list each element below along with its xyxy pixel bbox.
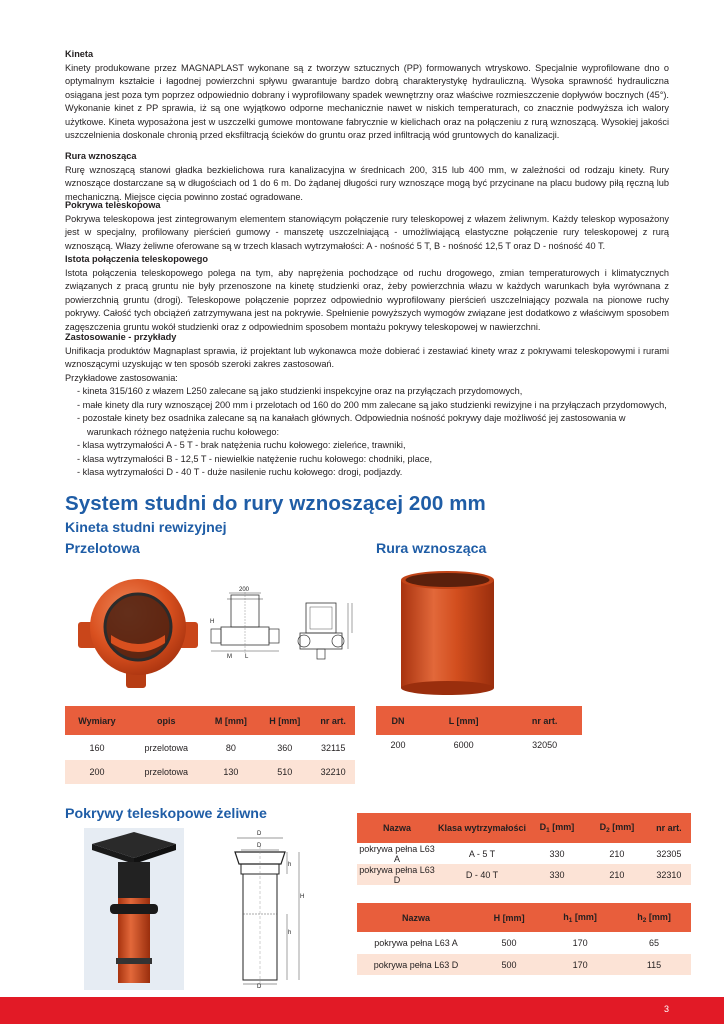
pokrywy-title: Pokrywy teleskopowe żeliwne xyxy=(65,806,267,822)
przelotowa-title: Przelotowa xyxy=(65,541,140,557)
table-cell: 32050 xyxy=(532,740,558,750)
rura-section xyxy=(65,150,669,204)
dimension-label: H xyxy=(300,894,305,900)
dimension-label: M xyxy=(227,654,232,660)
section-title: System studni do rury wznoszącej 200 mm xyxy=(65,492,486,515)
table-cell: 160 xyxy=(89,742,105,753)
kineta-text: Kinety produkowane przez MAGNAPLAST wykonane są z tworzyw sztucznych (PP) formowanych wtryskowo. Specjalnie wyprofilowane dno o optymalnym kształcie i łagodnej powierzchni spływu gwarantuje bardzo dobrą charakterystykę hydrauliczną. Wysoka sprawność hydraulicznа osiągana jest poza tym poprzez odpowiednio dobrany i wyprofilowany spadek wewnętrzny oraz właściwe rozmieszczenie dopływów bocznych (45°). Wykonanie kinet z PP sprawia, iż są one wyjątkowo odporne mechanicznie nawet w niskich temperaturach, co znacznie podwyższa ich walory użytkowe. Kineta wyposażona jest w uszczelki gumowe montowane fabrycznie w kielichach oraz na połączeniu z rurą wznoszącą. Wysokiej jakości uszczelnienia doskonale chronią przed eksfiltracją ścieków do gruntu oraz przed infiltracją wód gruntowych do kanalizacji. xyxy=(65,62,669,140)
list-item: - pozostałe kinety bez osadnika zalecane są na kanałach głównych. Odpowiednia nośność pokrywy daje możliwość jej zastosowania w warunkach różnego natężenia ruchu kołowego: xyxy=(77,413,626,437)
kineta-drawing-side xyxy=(290,597,365,662)
table-row xyxy=(357,843,691,864)
table-cell: przelotowa xyxy=(129,760,204,784)
rura-title: Rura wznosząca xyxy=(376,541,487,557)
header-unit: [mm] xyxy=(648,911,671,922)
list-item: - kineta 315/160 z włazem L250 zalecane są jako studzienki inspekcyjne oraz na przyłączach przydomowych, xyxy=(77,386,523,396)
table-cell: pokrywa pełna L63 D xyxy=(357,954,475,975)
table-header: DN xyxy=(376,706,420,735)
table-cell: 330 xyxy=(527,864,587,885)
examples-intro: Przykładowe zastosowania: xyxy=(65,372,178,383)
table-header: Klasa wytrzymałości xyxy=(437,813,527,843)
istota-section xyxy=(65,253,669,334)
table-header: nr art. xyxy=(647,813,691,843)
table-cell: 32305 xyxy=(656,848,682,859)
header-unit: [mm] xyxy=(574,911,597,922)
table-row xyxy=(357,932,691,954)
zastosowanie-heading: Zastosowanie - przykłady xyxy=(65,332,177,342)
header-unit: [mm] xyxy=(612,822,635,832)
rura-table xyxy=(376,706,582,755)
header-symbol: h xyxy=(563,911,569,922)
table-header xyxy=(587,813,647,843)
table-cell: 500 xyxy=(475,954,543,975)
header-sub: 1 xyxy=(568,916,573,924)
table-header: nr art. xyxy=(311,706,355,735)
table-cell: 32310 xyxy=(647,864,691,885)
table-cell: 200 xyxy=(65,760,129,784)
footer-bar xyxy=(0,997,724,1024)
table-cell: pokrywa pełna L63 A xyxy=(359,843,435,864)
examples-list xyxy=(65,385,669,480)
dimension-label: 200 xyxy=(238,587,250,593)
header-symbol: h xyxy=(637,911,643,922)
table-cell: 32115 xyxy=(320,742,346,753)
table-cell: 510 xyxy=(258,760,311,784)
table-cell: A - 5 T xyxy=(468,848,496,859)
table-cell: pokrywa pełna L63 D xyxy=(357,864,437,885)
table-cell: D - 40 T xyxy=(437,864,527,885)
dimension-label: h xyxy=(288,862,292,868)
header-symbol: D xyxy=(539,822,547,832)
table-cell: 6000 xyxy=(453,740,474,750)
header-symbol: D xyxy=(599,822,607,832)
table-cell: 65 xyxy=(649,938,660,948)
table-cell: 170 xyxy=(572,938,588,948)
pokrywa-heading: Pokrywa teleskopowa xyxy=(65,200,161,210)
table-cell: przelotowa xyxy=(144,742,188,753)
table-cell: 80 xyxy=(225,742,236,753)
table-cell: 360 xyxy=(277,742,293,753)
list-item: - małe kinety dla rury wznoszącej 200 mm i przelotach od 160 do 200 mm zalecane są jako studzienki rewizyjne i na przyłączach przydomowych, xyxy=(77,399,667,410)
table-header: nr art. xyxy=(507,706,582,735)
dimension-label: D xyxy=(257,831,262,837)
header-sub: 1 xyxy=(546,827,550,834)
pokrywa-photo xyxy=(84,828,184,990)
table-header: M [mm] xyxy=(203,706,258,735)
table-header xyxy=(617,903,691,932)
dimension-label: h xyxy=(288,930,292,936)
table-row xyxy=(65,760,355,784)
dimension-label: L xyxy=(245,654,249,660)
zastosowanie-section xyxy=(65,331,669,480)
page-number: 3 xyxy=(663,1004,669,1014)
table-cell: 500 xyxy=(501,938,517,948)
header-sub: 2 xyxy=(606,827,610,834)
table-row xyxy=(376,735,582,755)
list-item: - klasa wytrzymałości B - 12,5 T - niewielkie natężenie ruchu kołowego: chodniki, place, xyxy=(77,453,433,464)
dimension-label: D xyxy=(257,984,262,988)
kineta-drawing-front xyxy=(205,585,285,660)
table-row xyxy=(65,735,355,760)
table-cell: 170 xyxy=(543,954,617,975)
table-row xyxy=(357,864,691,885)
table-header: H [mm] xyxy=(258,706,311,735)
kineta-section xyxy=(65,48,669,143)
rura-heading: Rura wznosząca xyxy=(65,151,137,161)
list-item: - klasa wytrzymałości D - 40 T - duże nasilenie ruchu kołowego: drogi, podjazdy. xyxy=(77,467,403,477)
table-cell: 330 xyxy=(549,848,565,859)
table-header: L [mm] xyxy=(420,706,507,735)
table-header xyxy=(543,903,617,932)
table-cell: 200 xyxy=(390,740,406,750)
dimension-label: D xyxy=(257,843,262,849)
istota-text: Istota połączenia teleskopowego polega na tym, aby naprężenia pochodzące od ruchu drogowego, zmian temperaturowych i klimatycznych związanych z pracą gruntu nie były przenoszone na kinetę studzienki oraz, żeby powierzchnia włazu w każdych warunkach była wyrównana z powierzchnią gruntu (drogi). Teleskopowe połączenie poprzez odpowiednio wyprofilowany pierścień uszczelniający pozwala na pionowe ruchy pokrywy. Całość tych obciążeń zatrzymywana jest na pokrywie. Spełnienie powyższych wymogów związane jest dodatkowo z właściwym sposobem zagęszczenia gruntu wokół studzienki oraz z odpowiednim sposobem montażu pokrywy teleskopowej w nawierzchni. xyxy=(65,267,669,332)
kineta-table xyxy=(65,706,355,784)
table-header: opis xyxy=(129,706,204,735)
kineta-photo xyxy=(78,565,198,690)
table-header: Nazwa xyxy=(357,813,437,843)
table-cell: pokrywa pełna L63 A xyxy=(374,938,458,948)
table-header: H [mm] xyxy=(475,903,543,932)
pokrywa-text: Pokrywa teleskopowa jest zintegrowanym elementem stanowiącym połączenie rury teleskopowej z włazem żeliwnym. Każdy teleskop wyposażony jest w specjalny, profilowany pierścień gumowy - manszetę uszczelniającą - umożliwiającą elastyczne połączenie rury teleskopowej z rurą wznoszącą. Włazy żeliwne oferowane są w trzech klasach wytrzymałości: A - nośność 5 T, B - nośność 12,5 T oraz D - nośność 40 T. xyxy=(65,213,669,251)
table-cell: 210 xyxy=(587,864,647,885)
table-cell: 130 xyxy=(203,760,258,784)
table-header: Wymiary xyxy=(65,706,129,735)
table-header xyxy=(527,813,587,843)
kineta-title: Kineta studni rewizyjnej xyxy=(65,520,227,536)
pokrywy-table-1 xyxy=(357,813,691,885)
rura-photo xyxy=(395,568,500,698)
istota-heading: Istota połączenia teleskopowego xyxy=(65,254,208,264)
list-item: - klasa wytrzymałości A - 5 T - brak natężenia ruchu kołowego: zieleńce, trawniki, xyxy=(77,440,406,450)
table-row xyxy=(357,954,691,975)
header-unit: [mm] xyxy=(552,822,575,832)
table-cell: 115 xyxy=(617,954,691,975)
table-cell: 210 xyxy=(609,848,625,859)
kineta-heading: Kineta xyxy=(65,49,94,59)
rura-text: Rurę wznoszącą stanowi gładka bezkielichowa rura kanalizacyjna w średnicach 200, 315 lub 400 mm, w zależności od rodzaju kinety. Rury wznoszące dostarczane są w długościach od 1 do 6 m. Do żądanej długości rury wznoszące mogą być przycinane na placu budowy piłą ręczną lub mechaniczną. Miejsce cięcia powinno zostać ogradowane. xyxy=(65,164,669,202)
pokrywa-section xyxy=(65,199,669,253)
table-header: Nazwa xyxy=(357,903,475,932)
pokrywa-drawing xyxy=(225,826,310,988)
header-sub: 2 xyxy=(642,916,647,924)
pokrywy-table-2 xyxy=(357,903,691,975)
dimension-label: H xyxy=(210,619,215,625)
zastosowanie-text: Unifikacja produktów Magnaplast sprawia, iż projektant lub wykonawca może dobierać i zestawiać kinety wraz z pokrywami teleskopowymi i rurami wznoszącymi uzyskując w ten sposób szeroki zakres zastosowań. xyxy=(65,345,669,369)
table-cell: 32210 xyxy=(311,760,355,784)
